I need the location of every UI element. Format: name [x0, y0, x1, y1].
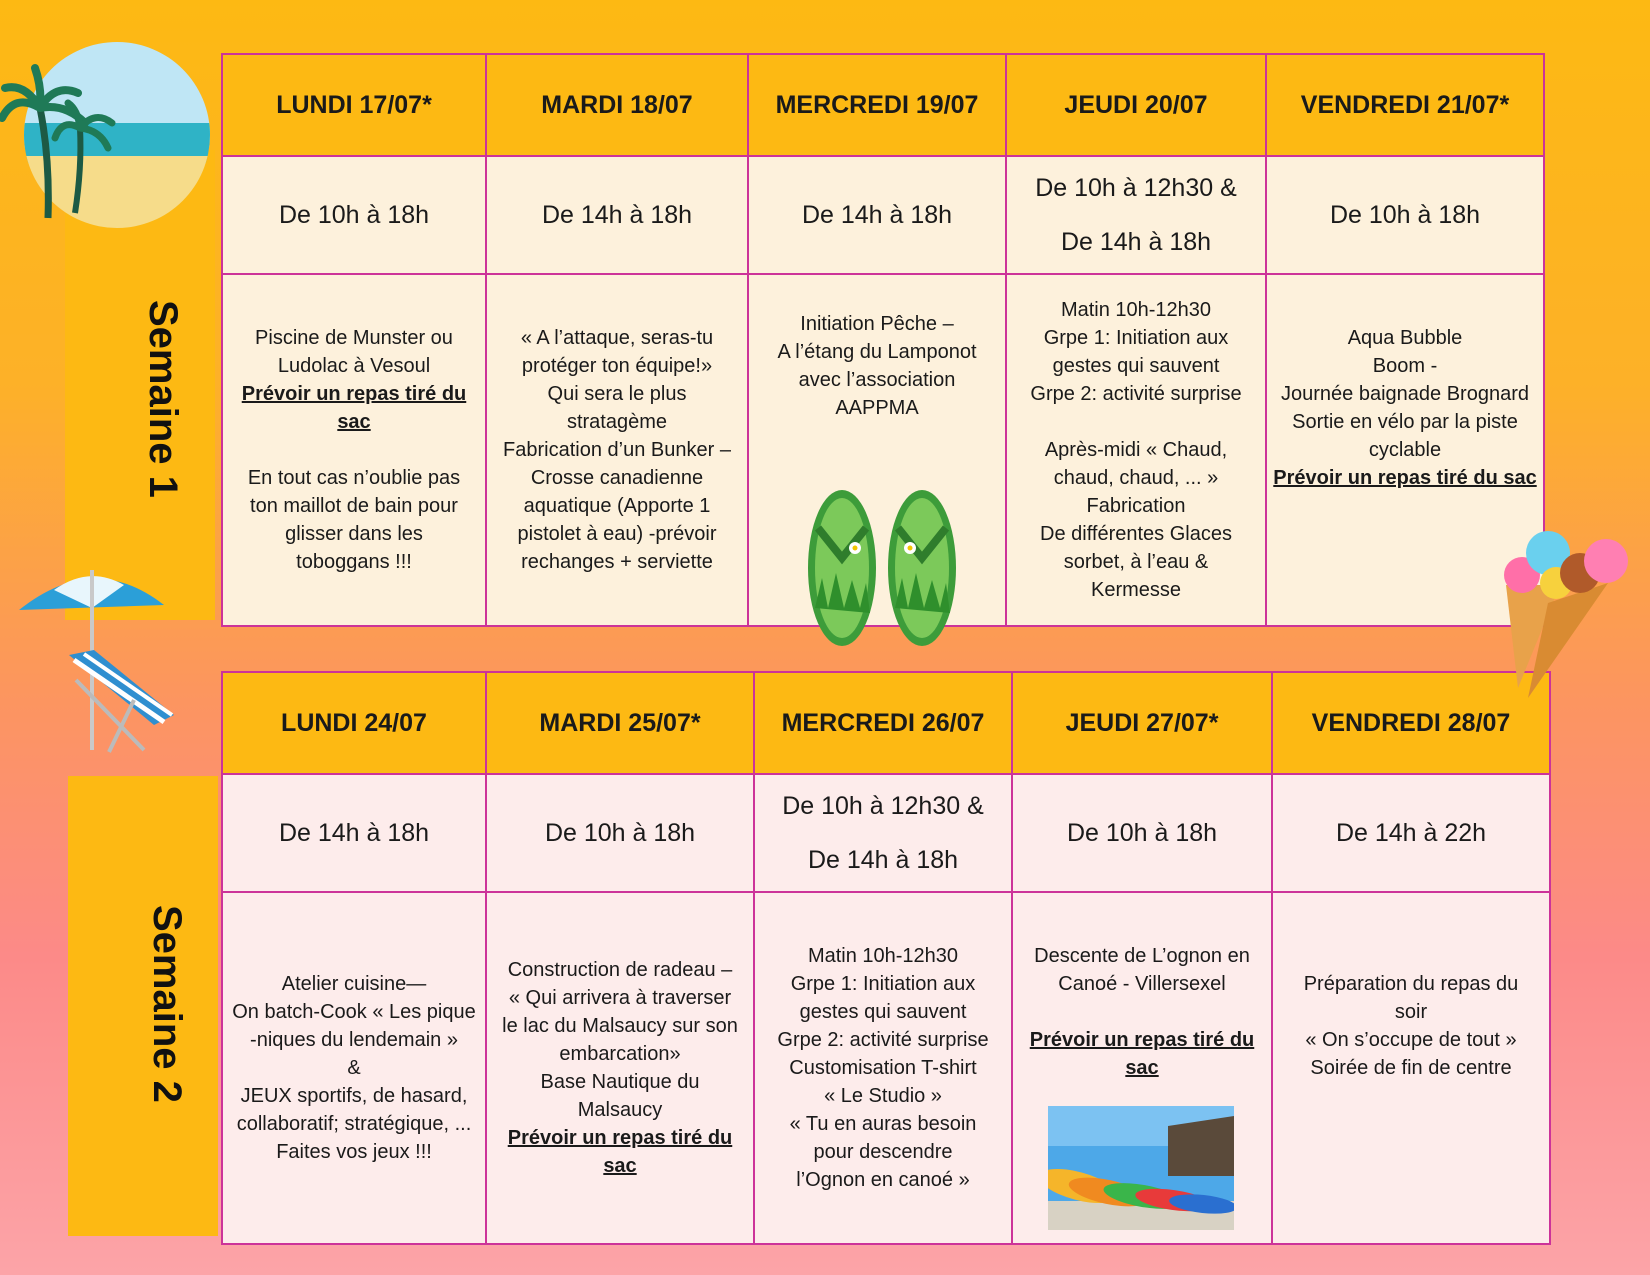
activity-text: [1019, 998, 1265, 1026]
activity-text: « A l’attaque, seras-tu protéger ton équipe!» Qui sera le plus stratagème: [520, 327, 714, 433]
hours-cell: [222, 774, 486, 892]
day-header: VENDREDI 28/07: [1272, 672, 1550, 774]
day-header: LUNDI 24/07: [222, 672, 486, 774]
activity-note: Prévoir un repas tiré du sac: [1029, 1029, 1255, 1079]
activity-note: Prévoir un repas tiré du sac: [241, 383, 467, 433]
activity-text: Construction de radeau –: [507, 959, 733, 981]
ice-cream-icon: [1498, 523, 1638, 698]
activity-row: [222, 892, 1550, 1244]
activity-text: Customisation T-shirt « Le Studio »: [789, 1057, 977, 1107]
day-header: LUNDI 17/07*: [222, 54, 486, 156]
activity-text: Fabrication d’un Bunker –: [503, 439, 731, 461]
hours-row: [222, 774, 1550, 892]
parasol-deckchair-icon: [14, 560, 214, 760]
hours-text: De 10h à 18h: [544, 819, 696, 847]
beach-palm-icon: [0, 38, 225, 233]
activity-note: Prévoir un repas tiré du sac: [1273, 467, 1537, 489]
activity-text: [1013, 408, 1259, 436]
hours-cell: [486, 156, 748, 274]
activity-text: Aqua Bubble Boom - Journée baignade Brognard Sortie en vélo par la piste cyclable: [1281, 327, 1529, 461]
activity-text: « Qui arrivera à traverser le lac du Malsaucy sur son embarcation»: [502, 987, 738, 1065]
activity-text: [229, 436, 479, 464]
day-row: [222, 672, 1550, 774]
activity-cell: [222, 892, 486, 1244]
hours-cell: [1272, 774, 1550, 892]
activity-cell: [754, 892, 1012, 1244]
activity-text: Soirée de fin de centre: [1310, 1057, 1512, 1079]
activity-text: Initiation Pêche –: [800, 313, 954, 335]
hours-cell: [486, 774, 754, 892]
hours-text: De 10h à 18h: [278, 201, 430, 229]
activity-cell: [486, 892, 754, 1244]
activity-text: JEUX sportifs, de hasard, collaboratif; stratégique, ... Faites vos jeux !!!: [236, 1085, 472, 1163]
hours-cell: [1266, 156, 1544, 274]
activity-text: Descente de L’ognon en Canoé - Villersexel: [1034, 945, 1250, 995]
activity-cell: [486, 274, 748, 626]
week1-label: Semaine 1: [141, 300, 185, 498]
hours-text: De 14h à 18h: [541, 201, 693, 229]
hours-text: De 10h à 12h30 & De 14h à 18h: [782, 792, 984, 874]
hours-cell: [222, 156, 486, 274]
activity-cell: [1272, 892, 1550, 1244]
activity-text: En tout cas n’oublie pas ton maillot de bain pour glisser dans les toboggans !!!: [247, 467, 461, 573]
week2-label: Semaine 2: [145, 905, 189, 1103]
kayaks-photo: [1048, 1106, 1234, 1230]
activity-cell: [222, 274, 486, 626]
activity-text: « Tu en auras besoin pour descendre l’Ognon en canoé »: [789, 1113, 977, 1191]
hours-text: De 14h à 18h: [801, 201, 953, 229]
activity-text: [1279, 1082, 1543, 1166]
hours-cell: [1012, 774, 1272, 892]
activity-text: Base Nautique du Malsaucy: [540, 1071, 700, 1121]
week2-band: [68, 776, 218, 1236]
activity-cell: [1006, 274, 1266, 626]
activity-text: Préparation du repas du soir « On s’occupe de tout »: [1303, 973, 1519, 1051]
hours-text: De 10h à 12h30 & De 14h à 18h: [1035, 174, 1237, 256]
activity-text: Atelier cuisine— On batch-Cook « Les pique -niques du lendemain »: [232, 973, 476, 1051]
hours-text: De 10h à 18h: [1329, 201, 1481, 229]
day-header: MERCREDI 26/07: [754, 672, 1012, 774]
day-header: JEUDI 27/07*: [1012, 672, 1272, 774]
day-row: [222, 54, 1544, 156]
week2-schedule: [221, 671, 1551, 1245]
hours-text: De 10h à 18h: [1066, 819, 1218, 847]
hours-cell: [1006, 156, 1266, 274]
activity-note: Prévoir un repas tiré du sac: [507, 1127, 733, 1177]
day-header: MERCREDI 19/07: [748, 54, 1006, 156]
day-header: JEUDI 20/07: [1006, 54, 1266, 156]
activity-text: Piscine de Munster ou Ludolac à Vesoul: [255, 327, 453, 377]
hours-text: De 14h à 22h: [1335, 819, 1487, 847]
day-header: MARDI 25/07*: [486, 672, 754, 774]
hours-text: De 14h à 18h: [278, 819, 430, 847]
hours-row: [222, 156, 1544, 274]
activity-text: A l’étang du Lamponot avec l’association AAPPMA: [777, 341, 977, 419]
activity-text: Crosse canadienne aquatique (Apporte 1 pistolet à eau) -prévoir rechanges + serviette: [517, 467, 717, 573]
hours-cell: [748, 156, 1006, 274]
day-header: VENDREDI 21/07*: [1266, 54, 1544, 156]
activity-text: Matin 10h-12h30 Grpe 1: Initiation aux gestes qui sauvent Grpe 2: activité surprise: [777, 945, 989, 1051]
hours-cell: [754, 774, 1012, 892]
day-header: MARDI 18/07: [486, 54, 748, 156]
activity-text: &: [347, 1057, 361, 1079]
flip-flops-icon: [800, 488, 970, 653]
activity-text: Matin 10h-12h30 Grpe 1: Initiation aux gestes qui sauvent Grpe 2: activité surprise: [1030, 299, 1242, 405]
activity-text: Après-midi « Chaud, chaud, chaud, ... » Fabrication De différentes Glaces sorbet, à l’eau & Kermesse: [1040, 439, 1232, 601]
